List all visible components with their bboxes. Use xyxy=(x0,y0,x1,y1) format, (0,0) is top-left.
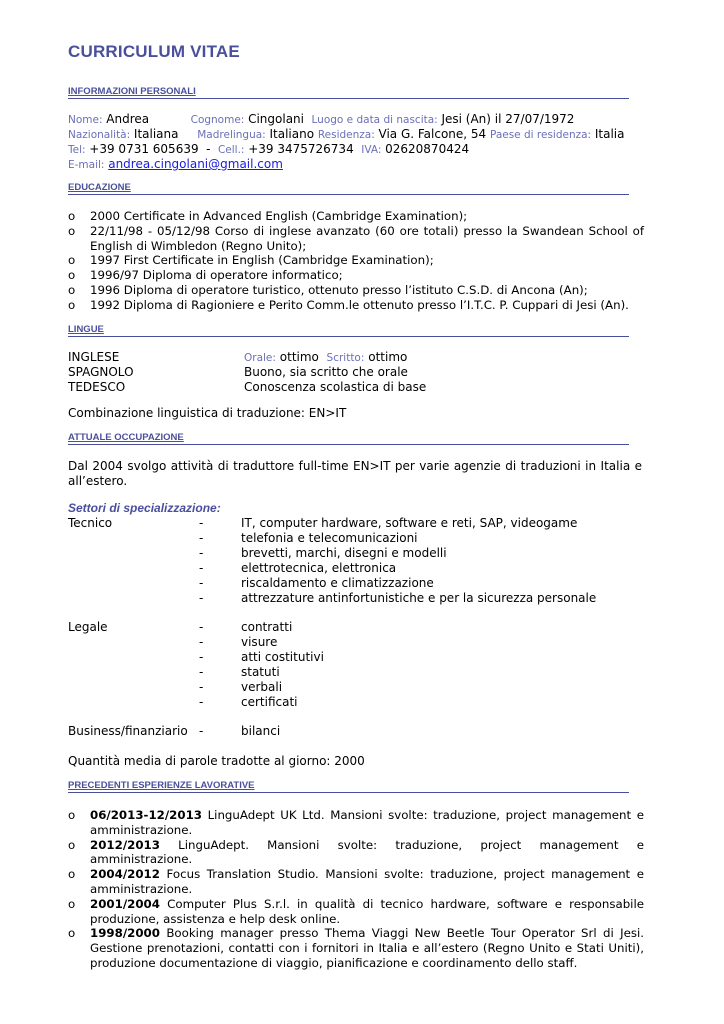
dash-icon: - xyxy=(199,516,204,530)
experience-date: 2001/2004 xyxy=(90,896,160,911)
personal-row-1: Nome: Andrea Cognome: Cingolani Luogo e data di nascita: Jesi (An) il 27/07/1972 xyxy=(68,112,575,126)
specialization-item: visure xyxy=(241,635,278,649)
experience-item xyxy=(68,897,644,927)
language-combination: Combinazione linguistica di traduzione: EN>IT xyxy=(68,406,347,420)
education-item: o 1996 Diploma di operatore turistico, ottenuto presso l’istituto C.S.D. di Ancona (An); xyxy=(68,282,588,297)
bullet-icon: o xyxy=(68,867,76,882)
education-item: o 2000 Certificate in Advanced English (Cambridge Examination); xyxy=(68,209,468,223)
experience-text: Focus Translation Studio. Mansioni svolte: traduzione, project management e amministrazione. xyxy=(90,867,644,896)
bullet-icon: o xyxy=(68,297,76,312)
specialization-item: elettrotecnica, elettronica xyxy=(241,561,397,575)
dash-icon: - xyxy=(199,591,204,605)
bullet-icon: o xyxy=(68,209,76,223)
dash-icon: - xyxy=(199,561,204,575)
bullet-icon: o xyxy=(68,837,76,852)
dash-icon: - xyxy=(199,650,204,664)
current-occupation-text: Dal 2004 svolgo attività di traduttore full-time EN>IT per varie agenzie di traduzioni in Italia e all’estero. xyxy=(68,459,642,488)
section-header-languages: LINGUE xyxy=(68,324,629,337)
specialization-item: atti costitutivi xyxy=(241,650,324,664)
section-header-experience: PRECEDENTI ESPERIENZE LAVORATIVE xyxy=(68,780,629,793)
experience-item xyxy=(68,926,644,970)
language-name: SPAGNOLO xyxy=(68,365,134,379)
words-per-day: Quantità media di parole tradotte al giorno: 2000 xyxy=(68,754,365,768)
specialization-item: verbali xyxy=(241,680,283,694)
experience-date: 2004/2012 xyxy=(90,867,160,882)
language-level: Orale: ottimo Scritto: ottimo xyxy=(244,350,408,364)
dash-icon: - xyxy=(199,724,204,738)
specialization-group-name: Legale xyxy=(68,620,108,634)
experience-text: Booking manager presso Thema Viaggi New Beetle Tour Operator Srl di Jesi. Gestione prenotazioni, contatti con i fornitori in Italia e all’estero (Regno Unito e Stati Uniti), produzione documentazione di viaggio, pianificazione e coordinamento dello staff. xyxy=(90,926,644,970)
experience-item xyxy=(68,808,644,838)
experience-text: LinguAdept UK Ltd. Mansioni svolte: traduzione, project management e amministrazione. xyxy=(90,808,644,837)
nascita-value: Jesi (An) il 27/07/1972 xyxy=(441,112,575,126)
dash-icon: - xyxy=(199,576,204,590)
cognome-value: Cingolani xyxy=(248,112,304,126)
education-list xyxy=(68,209,644,313)
bullet-icon: o xyxy=(68,253,76,268)
dash-icon: - xyxy=(199,546,204,560)
bullet-icon: o xyxy=(68,282,76,297)
language-level: Conoscenza scolastica di base xyxy=(244,380,427,394)
specialization-item: IT, computer hardware, software e reti, SAP, videogame xyxy=(241,516,578,530)
education-item: o 1996/97 Diploma di operatore informatico; xyxy=(68,268,343,283)
dash-icon: - xyxy=(199,665,204,679)
experience-date: 06/2013-12/2013 xyxy=(90,808,203,822)
language-level: Buono, sia scritto che orale xyxy=(244,365,408,379)
specialization-item: attrezzature antinfortunistiche e per la sicurezza personale xyxy=(241,591,597,605)
bullet-icon: o xyxy=(68,896,76,911)
personal-row-4: E-mail: andrea.cingolani@gmail.com xyxy=(68,157,283,171)
specialization-group-name: Business/finanziario xyxy=(68,724,188,738)
bullet-icon: o xyxy=(68,926,76,941)
bullet-icon: o xyxy=(68,268,76,283)
specialization-item: telefonia e telecomunicazioni xyxy=(241,531,418,545)
dash-icon: - xyxy=(199,620,204,634)
experience-list xyxy=(68,808,644,971)
specialization-item: statuti xyxy=(241,665,280,679)
experience-date: 2012/2013 xyxy=(90,837,160,852)
section-header-personal: INFORMAZIONI PERSONALI xyxy=(68,86,629,99)
language-name: TEDESCO xyxy=(68,380,126,394)
dash-icon: - xyxy=(199,695,204,709)
language-name: INGLESE xyxy=(68,350,120,364)
section-header-education: EDUCAZIONE xyxy=(68,182,629,195)
dash-icon: - xyxy=(199,635,204,649)
experience-item xyxy=(68,867,644,897)
bullet-icon: o xyxy=(68,223,76,238)
experience-date: 1998/2000 xyxy=(90,926,160,941)
specialization-item: certificati xyxy=(241,695,298,709)
section-header-current: ATTUALE OCCUPAZIONE xyxy=(68,432,629,445)
specialization-item: brevetti, marchi, disegni e modelli xyxy=(241,546,447,560)
specializations-title: Settori di specializzazione: xyxy=(68,501,221,515)
specialization-item: bilanci xyxy=(241,724,281,738)
dash-icon: - xyxy=(199,531,204,545)
specialization-item: riscaldamento e climatizzazione xyxy=(241,576,434,590)
bullet-icon: o xyxy=(68,808,76,822)
experience-text: LinguAdept. Mansioni svolte: traduzione, project management e amministrazione. xyxy=(90,837,644,867)
personal-row-3: Tel: +39 0731 605639 - Cell.: +39 3475726734 IVA: 02620870424 xyxy=(68,142,470,156)
dash-icon: - xyxy=(199,680,204,694)
document-title: CURRICULUM VITAE xyxy=(68,42,240,61)
personal-row-2: Nazionalità: Italiana Madrelingua: Italiano Residenza: Via G. Falcone, 54 Paese di residenza: Italia xyxy=(68,127,625,141)
experience-item xyxy=(68,838,644,868)
experience-text: Computer Plus S.r.l. in qualità di tecnico hardware, software e responsabile produzione, assistenza e help desk online. xyxy=(90,896,644,926)
education-item: o 1997 First Certificate in English (Cambridge Examination); xyxy=(68,253,434,268)
email-link[interactable]: andrea.cingolani@gmail.com xyxy=(108,157,283,171)
nome-value: Andrea xyxy=(106,112,150,126)
education-item: o 1992 Diploma di Ragioniere e Perito Comm.le ottenuto presso l’I.T.C. P. Cuppari di Jesi (An). xyxy=(68,297,629,312)
specialization-item: contratti xyxy=(241,620,293,634)
specialization-group-name: Tecnico xyxy=(68,516,113,530)
education-item: o 22/11/98 - 05/12/98 Corso di inglese avanzato (60 ore totali) presso la Swandean School of English di Wimbledon (Regno Unito); xyxy=(68,223,644,253)
